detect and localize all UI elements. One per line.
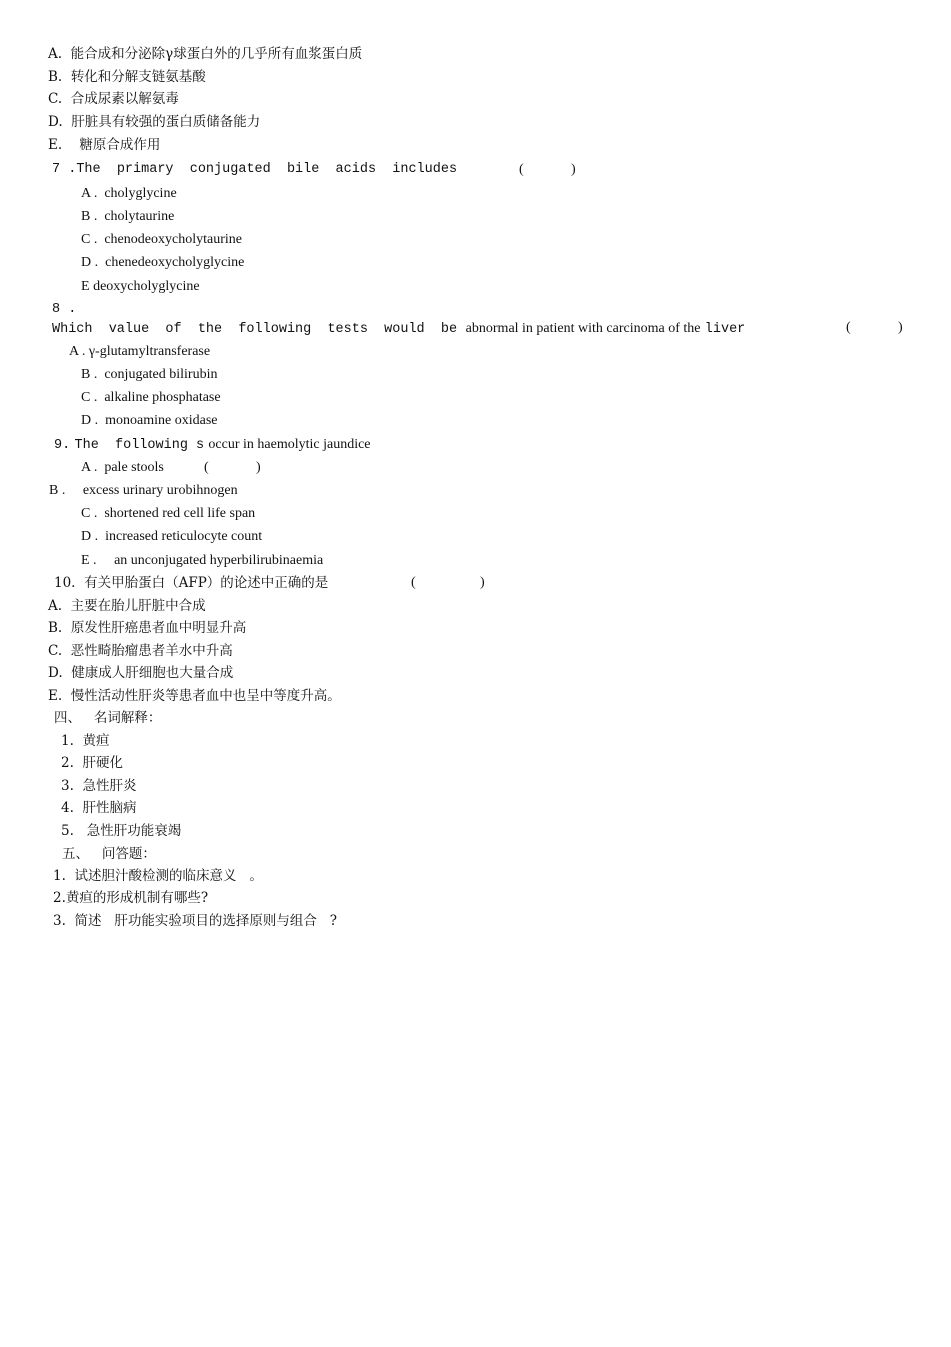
q6-option-e: E. 糖原合成作用 [48,137,161,153]
q9-option-c: C . shortened red cell life span [81,506,256,521]
q6-option-b: B. 转化和分解支链氨基酸 [48,69,206,85]
q9-option-a: A . pale stools [81,460,164,475]
section4-item-1: 1. 黄疸 [61,733,110,749]
section4-item-2: 2. 肝硬化 [61,755,123,771]
q7-option-a: A . cholyglycine [81,186,177,201]
q9-option-d: D . increased reticulocyte count [81,529,263,544]
q6-option-d: D. 肝脏具有较强的蛋白质储备能力 [48,114,261,130]
q7-option-d: D . chenedeoxycholyglycine [81,255,245,270]
q9-option-b: B . excess urinary urobihnogen [49,483,238,498]
q7-stem: 7 .The primary conjugated bile acids includes [52,162,458,177]
section4-item-5: 5. 急性肝功能衰竭 [61,823,182,839]
q10-option-c: C. 恶性畸胎瘤患者羊水中升高 [48,643,233,659]
q10-option-e: E. 慢性活动性肝炎等患者血中也呈中等度升高。 [48,688,341,704]
q9-paren-open: ( [204,460,209,475]
q10-stem: 10. 有关甲胎蛋白（AFP）的论述中正确的是 [54,575,329,591]
section4-item-3: 3. 急性肝炎 [61,778,137,794]
q7-paren-close: ) [571,162,576,177]
section5-heading: 五、 问答题： [62,846,156,862]
q8-option-d: D . monoamine oxidase [81,413,218,428]
q9-option-e: E . an unconjugated hyperbilirubinaemia [81,553,324,568]
q8-option-c: C . alkaline phosphatase [81,390,221,405]
q9-paren-close: ) [256,460,261,475]
section5-item-3: 3. 简述 肝功能实验项目的选择原则与组合 ? [53,913,337,929]
q8-paren-close: ) [898,320,903,335]
q6-option-c: C. 合成尿素以解氨毒 [48,91,179,107]
q10-option-a: A. 主要在胎儿肝脏中合成 [48,598,206,614]
q10-paren-open: ( [411,575,416,590]
q10-option-b: B. 原发性肝癌患者血中明显升高 [48,620,247,636]
q7-option-c: C . chenodeoxycholytaurine [81,232,242,247]
q8-paren-open: ( [846,320,851,335]
q9-stem: 9. The following s occur in haemolytic jaundice [54,437,371,453]
section4-item-4: 4. 肝性脑病 [61,800,137,816]
section5-item-2: 2.黄疸的形成机制有哪些? [53,890,209,906]
q10-option-d: D. 健康成人肝细胞也大量合成 [48,665,234,681]
q8-number: 8 . [52,302,77,317]
section5-item-1: 1. 试述胆汁酸检测的临床意义 。 [53,868,263,884]
q7-option-b: B . cholytaurine [81,209,175,224]
section4-heading: 四、 名词解释： [54,710,162,726]
q7-paren-open: ( [519,162,524,177]
q7-option-e: E deoxycholyglycine [81,279,200,294]
q10-paren-close: ) [480,575,485,590]
q8-option-a: A . γ-glutamyltransferase [69,344,211,359]
q8-stem: Which value of the following tests would be abnormal in patient with carcinoma of the liver [52,321,746,337]
q8-option-b: B . conjugated bilirubin [81,367,218,382]
q6-option-a: A. 能合成和分泌除γ球蛋白外的几乎所有血浆蛋白质 [48,46,363,62]
